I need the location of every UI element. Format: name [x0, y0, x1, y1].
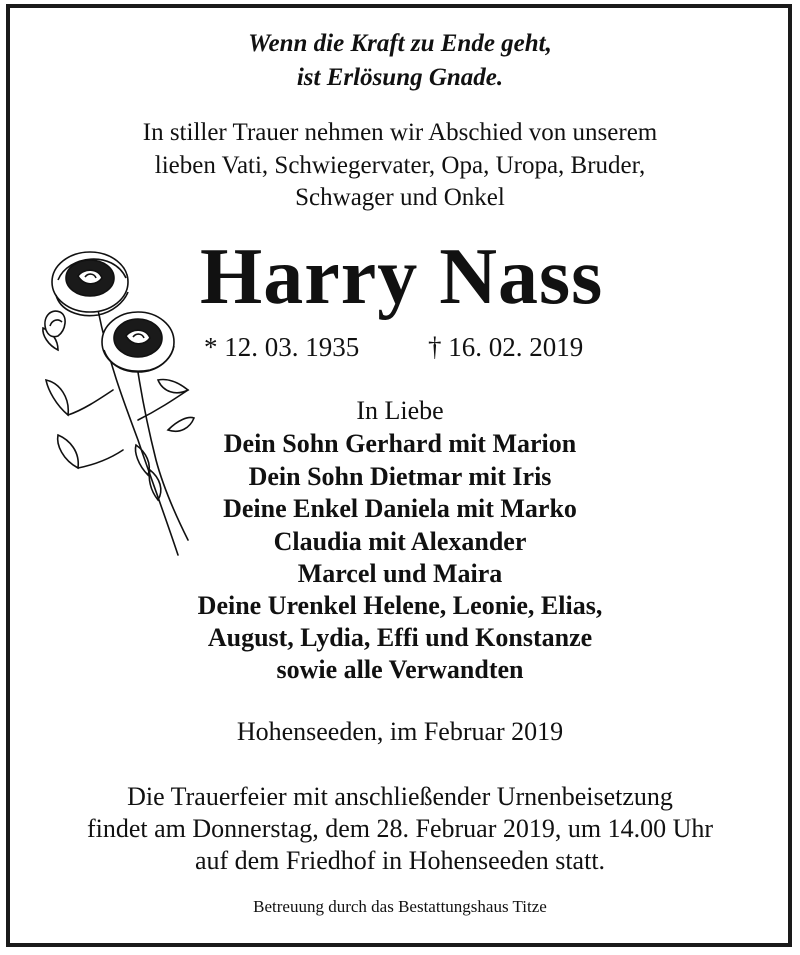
family-line-7: August, Lydia, Effi und Konstanze [207, 623, 593, 652]
ceremony-line-2: findet am Donnerstag, dem 28. Februar 2019, um 14.00 Uhr [86, 814, 714, 843]
family-line-2: Dein Sohn Dietmar mit Iris [248, 462, 552, 491]
family-line-4: Claudia mit Alexander [273, 527, 527, 556]
place-date: Hohenseeden, im Februar 2019 [236, 717, 564, 746]
intro-line-3: Schwager und Onkel [295, 184, 505, 211]
intro-line-2: lieben Vati, Schwiegervater, Opa, Uropa, Bruder, [154, 152, 646, 179]
deceased-name: Harry Nass [200, 233, 604, 321]
intro-line-1: In stiller Trauer nehmen wir Abschied von unserem [142, 119, 658, 146]
death-date: † 16. 02. 2019 [428, 332, 584, 362]
family-line-3: Deine Enkel Daniela mit Marko [223, 494, 577, 523]
motto-line-1: Wenn die Kraft zu Ende geht, [248, 30, 552, 57]
ceremony-line-1: Die Trauerfeier mit anschließender Urnenbeisetzung [127, 782, 673, 811]
funeral-home-credit: Betreuung durch das Bestattungshaus Titze [253, 897, 547, 916]
in-love-label: In Liebe [356, 396, 444, 425]
motto-line-2: ist Erlösung Gnade. [296, 64, 504, 91]
family-line-8: sowie alle Verwandten [276, 655, 524, 684]
family-line-6: Deine Urenkel Helene, Leonie, Elias, [197, 591, 603, 620]
family-line-5: Marcel und Maira [297, 559, 503, 588]
ceremony-line-3: auf dem Friedhof in Hohenseeden statt. [194, 846, 606, 875]
birth-date: * 12. 03. 1935 [204, 332, 360, 362]
family-line-1: Dein Sohn Gerhard mit Marion [223, 429, 577, 458]
